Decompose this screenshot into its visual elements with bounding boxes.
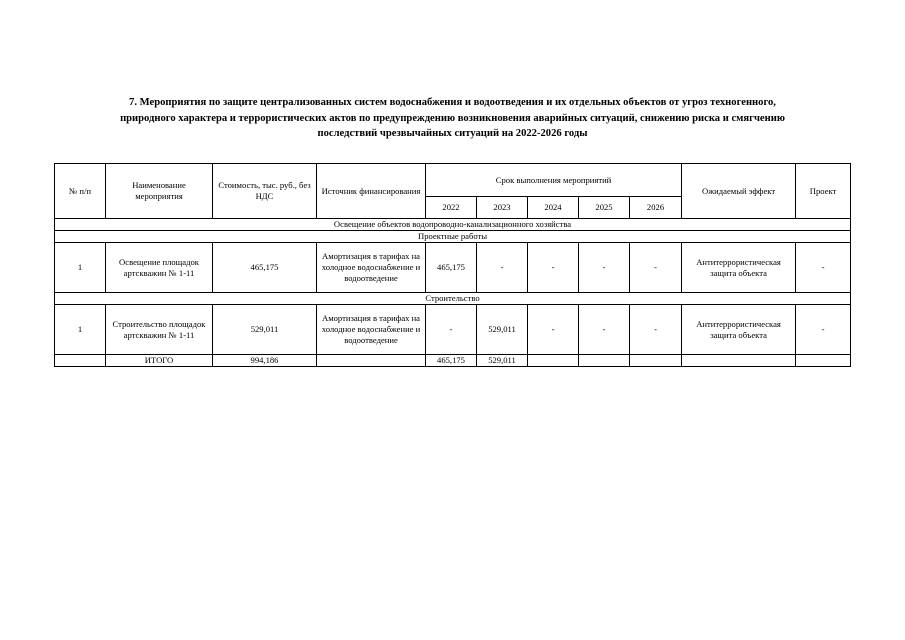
table-row bbox=[55, 305, 851, 355]
header-year: 2026 bbox=[630, 197, 682, 219]
row-cost: 529,011 bbox=[213, 305, 317, 355]
total-year-value bbox=[528, 355, 579, 367]
header-year: 2023 bbox=[477, 197, 528, 219]
header-period: Срок выполнения мероприятий bbox=[426, 164, 682, 197]
row-year-value: - bbox=[528, 243, 579, 293]
title-line-3: последствий чрезвычайных ситуаций на 2022-2026 годы bbox=[317, 128, 588, 139]
total-row bbox=[55, 355, 851, 367]
total-source-cell bbox=[317, 355, 426, 367]
row-source: Амортизация в тарифах на холодное водоснабжение и водоотведение bbox=[317, 243, 426, 293]
row-year-value: - bbox=[426, 305, 477, 355]
row-project: - bbox=[796, 305, 851, 355]
row-year-value: - bbox=[630, 243, 682, 293]
row-cost: 465,175 bbox=[213, 243, 317, 293]
total-cost: 994,186 bbox=[213, 355, 317, 367]
row-effect: Антитеррористическая защита объекта bbox=[682, 305, 796, 355]
row-name: Освещение площадок артскважин № 1-11 bbox=[106, 243, 213, 293]
header-cost: Стоимость, тыс. руб., без НДС bbox=[213, 164, 317, 219]
header-year: 2024 bbox=[528, 197, 579, 219]
total-num-cell bbox=[55, 355, 106, 367]
total-year-value bbox=[579, 355, 630, 367]
row-year-value: - bbox=[477, 243, 528, 293]
title-line-1: 7. Мероприятия по защите централизованных систем водоснабжения и водоотведения и их отдельных объектов от угроз техногенного, bbox=[129, 97, 776, 108]
header-year: 2022 bbox=[426, 197, 477, 219]
row-source: Амортизация в тарифах на холодное водоснабжение и водоотведение bbox=[317, 305, 426, 355]
total-year-value: 529,011 bbox=[477, 355, 528, 367]
table-row bbox=[55, 243, 851, 293]
header-year: 2025 bbox=[579, 197, 630, 219]
row-project: - bbox=[796, 243, 851, 293]
subsection-title: Проектные работы bbox=[55, 231, 851, 243]
header-effect: Ожидаемый эффект bbox=[682, 164, 796, 219]
header-row bbox=[55, 164, 851, 197]
header-source: Источник финансирования bbox=[317, 164, 426, 219]
section-row bbox=[55, 219, 851, 231]
row-num: 1 bbox=[55, 305, 106, 355]
row-effect: Антитеррористическая защита объекта bbox=[682, 243, 796, 293]
row-name: Строительство площадок артскважин № 1-11 bbox=[106, 305, 213, 355]
row-year-value: 465,175 bbox=[426, 243, 477, 293]
measures-table bbox=[54, 163, 851, 367]
row-year-value: - bbox=[528, 305, 579, 355]
row-year-value: 529,011 bbox=[477, 305, 528, 355]
total-year-value: 465,175 bbox=[426, 355, 477, 367]
document-title bbox=[60, 95, 845, 142]
header-num: № п/п bbox=[55, 164, 106, 219]
subsection-row bbox=[55, 231, 851, 243]
header-project: Проект bbox=[796, 164, 851, 219]
subsection-row bbox=[55, 293, 851, 305]
header-name: Наименование мероприятия bbox=[106, 164, 213, 219]
row-year-value: - bbox=[579, 243, 630, 293]
row-year-value: - bbox=[630, 305, 682, 355]
total-project-cell bbox=[796, 355, 851, 367]
subsection-title: Строительство bbox=[55, 293, 851, 305]
total-year-value bbox=[630, 355, 682, 367]
section-title: Освещение объектов водопроводно-канализационного хозяйства bbox=[55, 219, 851, 231]
total-label: ИТОГО bbox=[106, 355, 213, 367]
row-year-value: - bbox=[579, 305, 630, 355]
total-effect-cell bbox=[682, 355, 796, 367]
title-line-2: природного характера и террористических актов по предупреждению возникновения аварийных ситуаций, снижению риска и смягчению bbox=[120, 112, 785, 124]
row-num: 1 bbox=[55, 243, 106, 293]
